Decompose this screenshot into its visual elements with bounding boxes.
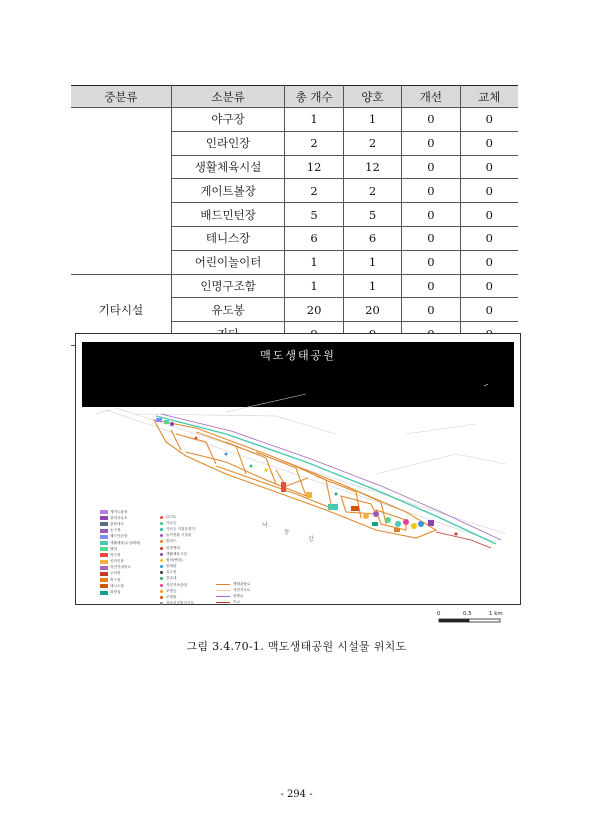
sub-category-cell: 인라인장	[171, 131, 285, 155]
legend-item: 조명등	[160, 588, 195, 594]
legend-swatch	[100, 591, 108, 595]
total-cell: 2	[285, 179, 343, 203]
legend-item: 축구장	[100, 577, 141, 583]
total-cell: 5	[285, 203, 343, 227]
legend-item: 생태관찰로	[216, 581, 250, 587]
improve-cell: 0	[402, 131, 460, 155]
legend-facilities	[100, 509, 141, 596]
good-cell: 1	[343, 108, 401, 132]
good-cell: 2	[343, 131, 401, 155]
good-cell: 20	[343, 298, 401, 322]
legend-item: 가로등 지열음향기	[160, 526, 195, 532]
river-label-char: 동	[284, 529, 290, 536]
good-cell: 1	[343, 274, 401, 298]
sub-category-cell: 생활체육시설	[171, 155, 285, 179]
table-row	[71, 108, 518, 132]
legend-item: 농구장	[100, 528, 141, 534]
improve-cell: 0	[402, 226, 460, 250]
legend-item: 관리사무소	[100, 515, 141, 521]
legend-item: 자전거보관대	[160, 582, 195, 588]
legend-dot	[160, 571, 163, 574]
page-number: - 294 -	[280, 789, 313, 800]
legend-dot	[160, 590, 163, 593]
improve-cell: 0	[402, 250, 460, 274]
river-label-char: 낙	[262, 522, 268, 529]
total-cell: 6	[285, 226, 343, 250]
legend-item: 생활체육시설	[160, 551, 195, 557]
legend-swatch	[100, 584, 108, 588]
replace-cell: 0	[460, 131, 518, 155]
legend-dot	[160, 565, 163, 568]
total-cell: 12	[285, 155, 343, 179]
sub-category-cell: 야구장	[171, 108, 285, 132]
good-cell: 2	[343, 179, 401, 203]
legend-line	[216, 584, 230, 585]
sub-category-cell: 어린이놀이터	[171, 250, 285, 274]
replace-cell: 0	[460, 108, 518, 132]
legend-swatch	[100, 529, 108, 533]
good-cell: 5	[343, 203, 401, 227]
table-row	[71, 274, 518, 298]
improve-cell: 0	[402, 203, 460, 227]
table-header-row	[71, 86, 518, 108]
legend-item: 자전거도로	[216, 587, 250, 593]
legend-dot	[160, 584, 163, 587]
river-label-char: 강	[308, 536, 314, 543]
sub-category-cell: 유도봉	[171, 298, 285, 322]
total-cell: 1	[285, 250, 343, 274]
legend-item: 생활체육(수상레져)	[100, 540, 141, 546]
replace-cell: 0	[460, 298, 518, 322]
improve-cell: 0	[402, 155, 460, 179]
sub-category-cell: 배드민턴장	[171, 203, 285, 227]
total-cell: 20	[285, 298, 343, 322]
legend-item: 배드민턴장	[100, 534, 141, 540]
legend-item: 가로등	[160, 520, 195, 526]
facility-table	[71, 85, 518, 346]
legend-dot	[160, 522, 163, 525]
legend-item: 주차장	[100, 571, 141, 577]
legend-dot	[160, 577, 163, 580]
total-cell: 1	[285, 108, 343, 132]
scale-label-mid: 0.5	[463, 611, 472, 617]
legend-item: 블록벤치	[160, 545, 195, 551]
legend-swatch	[100, 510, 108, 514]
legend-line	[216, 602, 230, 603]
legend-swatch	[100, 566, 108, 570]
legend-item: 야구장	[100, 552, 141, 558]
improve-cell: 0	[402, 274, 460, 298]
legend-point-features	[160, 514, 195, 607]
improve-cell: 0	[402, 179, 460, 203]
legend-item: 게이트볼장	[100, 509, 141, 515]
total-cell: 2	[285, 131, 343, 155]
north-arrow-icon	[484, 384, 488, 386]
scale-label-0: 0	[437, 611, 441, 617]
scale-label-end: 1 km	[489, 611, 503, 617]
header-sub-category: 소분류	[171, 86, 285, 108]
legend-line	[216, 596, 230, 597]
header-improve: 개선	[402, 86, 460, 108]
legend-swatch	[100, 541, 108, 545]
facility-location-map	[75, 333, 521, 617]
legend-item: 볼라드	[160, 539, 195, 545]
wooden-bridge	[436, 532, 491, 548]
improve-cell: 0	[402, 298, 460, 322]
replace-cell: 0	[460, 179, 518, 203]
group-cell-other-facilities: 기타시설	[71, 274, 171, 345]
figure-caption: 그림 3.4.70-1. 맥도생태공원 시설물 위치도	[186, 640, 407, 653]
sub-category-cell: 테니스장	[171, 226, 285, 250]
good-cell: 1	[343, 250, 401, 274]
legend-line-features	[216, 581, 250, 606]
legend-item: 테니스장	[100, 583, 141, 589]
legend-swatch	[100, 578, 108, 582]
replace-cell: 0	[460, 274, 518, 298]
legend-item: 안내판	[160, 564, 195, 570]
header-replace: 교체	[460, 86, 518, 108]
legend-item: 놀이전환 시설물	[160, 533, 195, 539]
replace-cell: 0	[460, 203, 518, 227]
legend-dot	[160, 596, 163, 599]
legend-item: 유도봉	[160, 570, 195, 576]
legend-item: 음수대	[160, 576, 195, 582]
legend-item: 관람대크	[100, 521, 141, 527]
trail-line	[161, 414, 501, 540]
header-mid-category: 중분류	[71, 86, 171, 108]
legend-line	[216, 590, 230, 591]
legend-item: 벤치	[100, 546, 141, 552]
legend-dot	[160, 559, 163, 562]
good-cell: 12	[343, 155, 401, 179]
legend-swatch	[100, 560, 108, 564]
replace-cell: 0	[460, 155, 518, 179]
legend-item: 조형물	[160, 594, 195, 600]
legend-dot	[160, 516, 163, 519]
legend-item: CCTV	[160, 514, 195, 520]
legend-dot	[160, 602, 163, 605]
legend-swatch	[100, 553, 108, 557]
legend-item: 탐방로	[216, 593, 250, 599]
sub-category-cell: 인명구조함	[171, 274, 285, 298]
legend-item: 목교	[216, 600, 250, 606]
legend-dot	[160, 540, 163, 543]
legend-dot	[160, 534, 163, 537]
map-title: 맥도생태공원	[260, 349, 336, 362]
replace-cell: 0	[460, 226, 518, 250]
replace-cell: 0	[460, 250, 518, 274]
legend-swatch	[100, 547, 108, 551]
legend-swatch	[100, 516, 108, 520]
legend-dot	[160, 553, 163, 556]
header-good: 양호	[343, 86, 401, 108]
legend-swatch	[100, 572, 108, 576]
scale-bar	[439, 619, 500, 622]
group-cell-upper	[71, 108, 171, 275]
legend-item: 화장실	[100, 589, 141, 595]
legend-item: 자동차질정지시설	[160, 601, 195, 607]
legend-item: 쉼터(벤치)	[160, 557, 195, 563]
legend-item: 자전거대여소	[100, 565, 141, 571]
improve-cell: 0	[402, 108, 460, 132]
legend-dot	[160, 547, 163, 550]
sub-category-cell: 게이트볼장	[171, 179, 285, 203]
park-map-drawing	[76, 334, 520, 604]
header-total-count: 총 개수	[285, 86, 343, 108]
legend-item: 인라인장	[100, 559, 141, 565]
legend-swatch	[100, 535, 108, 539]
legend-swatch	[100, 522, 108, 526]
legend-dot	[160, 528, 163, 531]
total-cell: 1	[285, 274, 343, 298]
good-cell: 6	[343, 226, 401, 250]
